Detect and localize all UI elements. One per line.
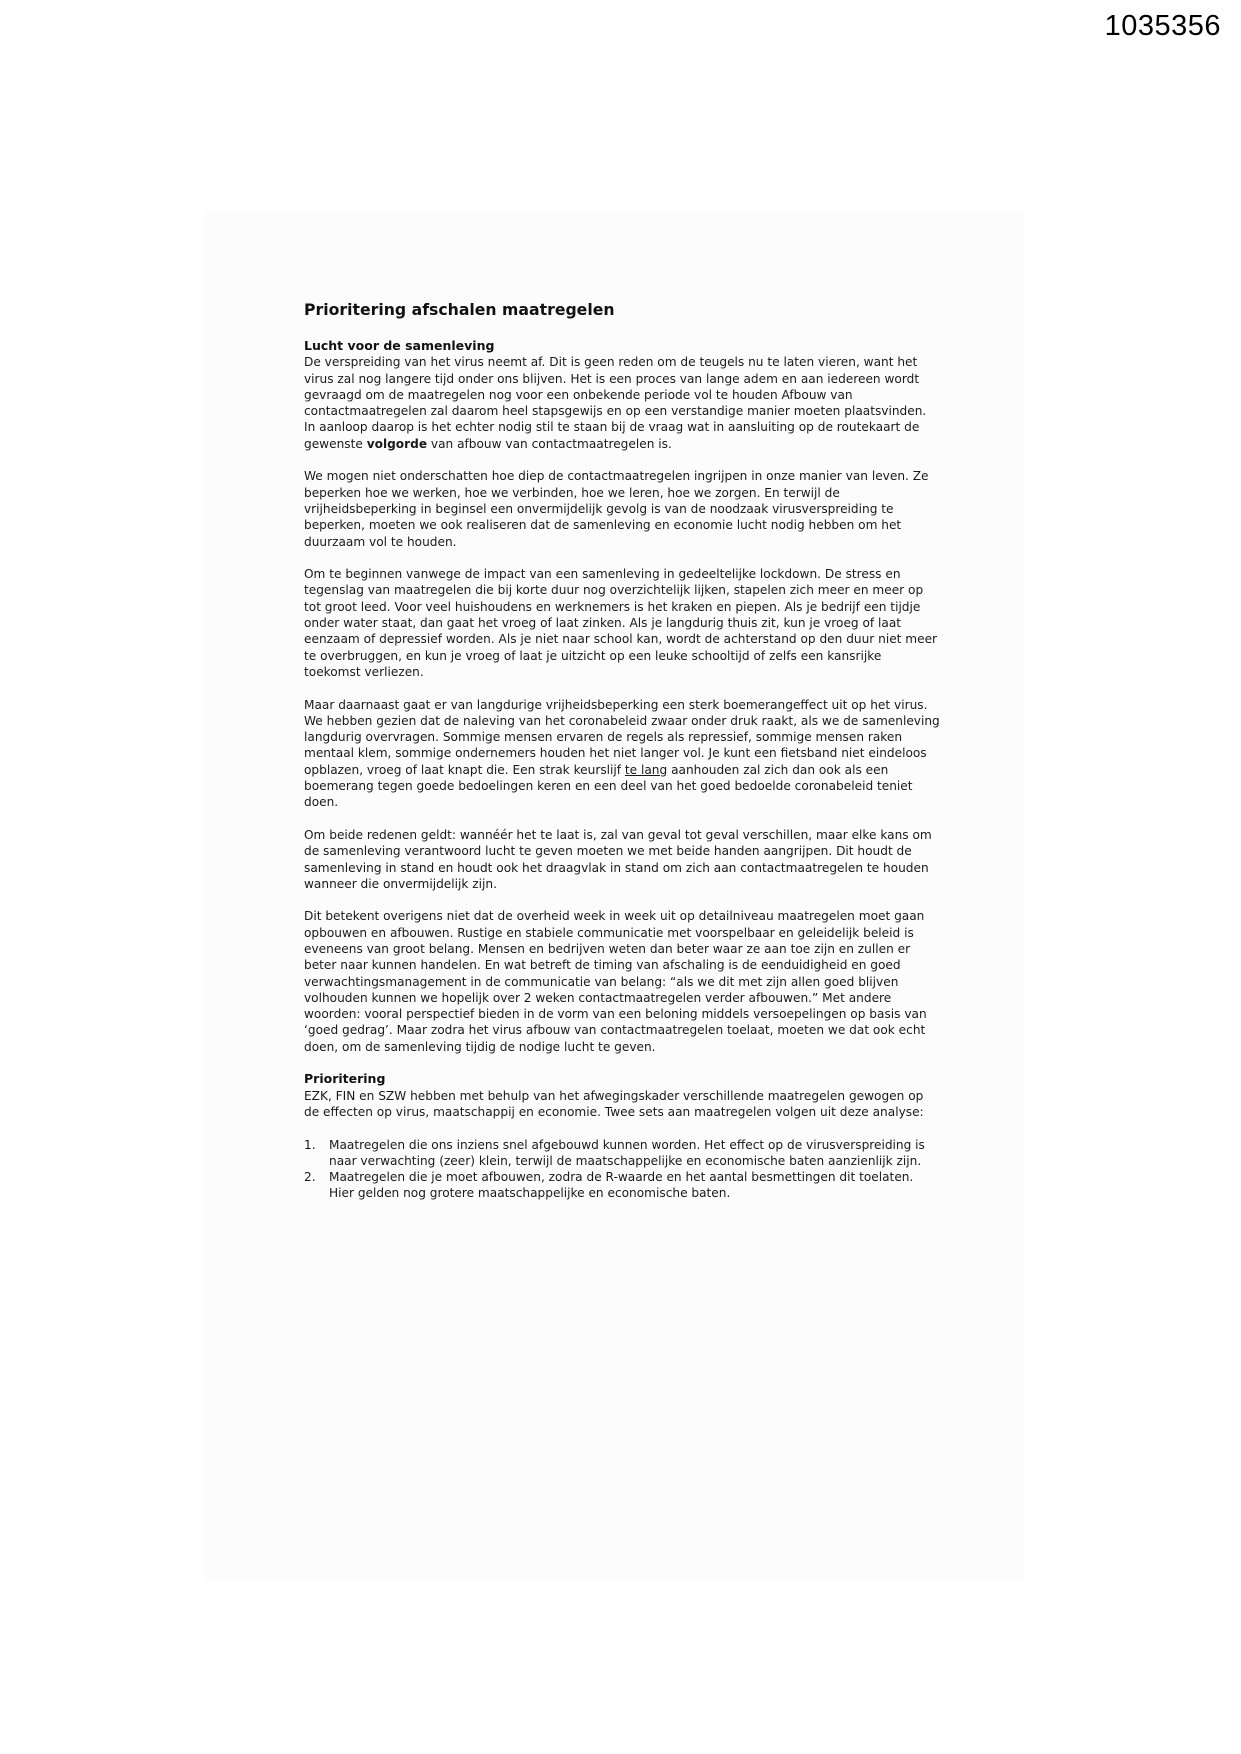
section-heading-prioritering: Prioritering	[304, 1071, 386, 1087]
section-heading-lucht: Lucht voor de samenleving	[304, 338, 495, 353]
document-body	[304, 300, 940, 1202]
paragraph-6: Dit betekent overigens niet dat de overheid week in week uit op detailniveau maatregelen moet gaan opbouwen en afbouwen. Rustige en stabiele communicatie met voorspelbaar en geleidelijk beleid is eveneens van groot belang. Mensen en bedrijven weten dan beter waar ze aan toe zijn en zullen er beter naar kunnen handelen. En wat betreft de timing van afschaling is de eenduidigheid en goed verwachtingsmanagement in de communicatie van belang: “als we dit met zijn allen goed blijven volhouden kunnen we hopelijk over 2 weken contactmaatregelen verder afbouwen.” Met andere woorden: vooral perspectief bieden in de vorm van een beloning middels versoepelingen op basis van ‘goed gedrag’. Maar zodra het virus afbouw van contactmaatregelen toelaat, moeten we dat ook echt doen, om de samenleving tijdig de nodige lucht te geven.	[304, 909, 927, 1054]
paragraph-1	[304, 354, 940, 452]
list-item-text: Maatregelen die ons inziens snel afgebouwd kunnen worden. Het effect op de virusverspreiding is naar verwachting (zeer) klein, terwijl de maatschappelijke en economische baten aanzienlijk zijn.	[329, 1137, 925, 1168]
bold-term-volgorde: volgorde	[366, 436, 428, 451]
list-item	[304, 1169, 940, 1202]
paragraph-3: Om te beginnen vanwege de impact van een samenleving in gedeeltelijke lockdown. De stress en tegenslag van maatregelen die bij korte duur nog overzichtelijk lijken, stapelen zich meer en meer op tot groot leed. Voor veel huishoudens en werknemers is het kraken en piepen. Als je bedrijf een tijdje onder water staat, dan gaat het vroeg of laat zinken. Als je langdurig thuis zit, kun je vroeg of laat eenzaam of depressief worden. Als je niet naar school kan, wordt de achterstand op den duur niet meer te overbruggen, en kun je vroeg of laat je uitzicht op een leuke schooltijd of zelfs een kansrijke toekomst verliezen.	[304, 567, 938, 679]
paragraph-4-text-end: aanhouden zal zich dan ook als een boemerang tegen goede bedoelingen keren en een deel van het goed bedoelde coronabeleid teniet doen.	[304, 762, 913, 810]
underlined-term-te-lang: te lang	[624, 762, 668, 777]
list-item	[304, 1137, 940, 1170]
list-item-text: Maatregelen die je moet afbouwen, zodra de R-waarde en het aantal besmettingen dit toelaten. Hier gelden nog grotere maatschappelijke en economische baten.	[329, 1170, 914, 1201]
paragraph-2: We mogen niet onderschatten hoe diep de contactmaatregelen ingrijpen in onze manier van leven. Ze beperken hoe we werken, hoe we verbinden, hoe we leren, hoe we zorgen. En terwijl de vrijheidsbeperking in beginsel een onvermijdelijk gevolg is van de noodzaak virusverspreiding te beperken, moeten we ook realiseren dat de samenleving en economie lucht nodig hebben om het duurzaam vol te houden.	[304, 469, 929, 549]
prioritering-intro: EZK, FIN en SZW hebben met behulp van het afwegingskader verschillende maatregelen gewogen op de effecten op virus, maatschappij en economie. Twee sets aan maatregelen volgen uit deze analyse:	[304, 1088, 924, 1119]
list-item-number: 2.	[304, 1170, 316, 1185]
document-title: Prioritering afschalen maatregelen	[304, 300, 615, 319]
paragraph-1-text-end: van afbouw van contactmaatregelen is.	[427, 436, 672, 451]
paragraph-4	[304, 697, 940, 811]
paragraph-5: Om beide redenen geldt: wannéér het te laat is, zal van geval tot geval verschillen, maar elke kans om de samenleving verantwoord lucht te geven moeten we met beide handen aangrijpen. Dit houdt de samenleving in stand en houdt ook het draagvlak in stand om zich aan contactmaatregelen te houden wanneer die onvermijdelijk zijn.	[304, 827, 932, 891]
list-item-number: 1.	[304, 1137, 316, 1152]
document-number: 1035356	[1104, 10, 1221, 42]
paragraph-4-text: Maar daarnaast gaat er van langdurige vrijheidsbeperking een sterk boemerangeffect uit op het virus. We hebben gezien dat de naleving van het coronabeleid zwaar onder druk raakt, als we de samenleving langdurig overvragen. Sommige mensen ervaren de regels als repressief, sommige mensen raken mentaal klem, sommige ondernemers houden het niet langer vol. Je kunt een fietsband niet eindeloos opblazen, vroeg of laat knapt die. Een strak keurslijf	[304, 697, 940, 777]
paragraph-1-text: De verspreiding van het virus neemt af. Dit is geen reden om de teugels nu te laten vieren, want het virus zal nog langere tijd onder ons blijven. Het is een proces van lange adem en aan iedereen wordt gevraagd om de maatregelen nog voor een onbekende periode vol te houden Afbouw van contactmaatregelen zal daarom heel stapsgewijs en op een verstandige manier moeten plaatsvinden. In aanloop daarop is het echter nodig stil te staan bij de vraag wat in aansluiting op de routekaart de gewenste	[304, 355, 927, 451]
measures-list	[304, 1137, 940, 1202]
